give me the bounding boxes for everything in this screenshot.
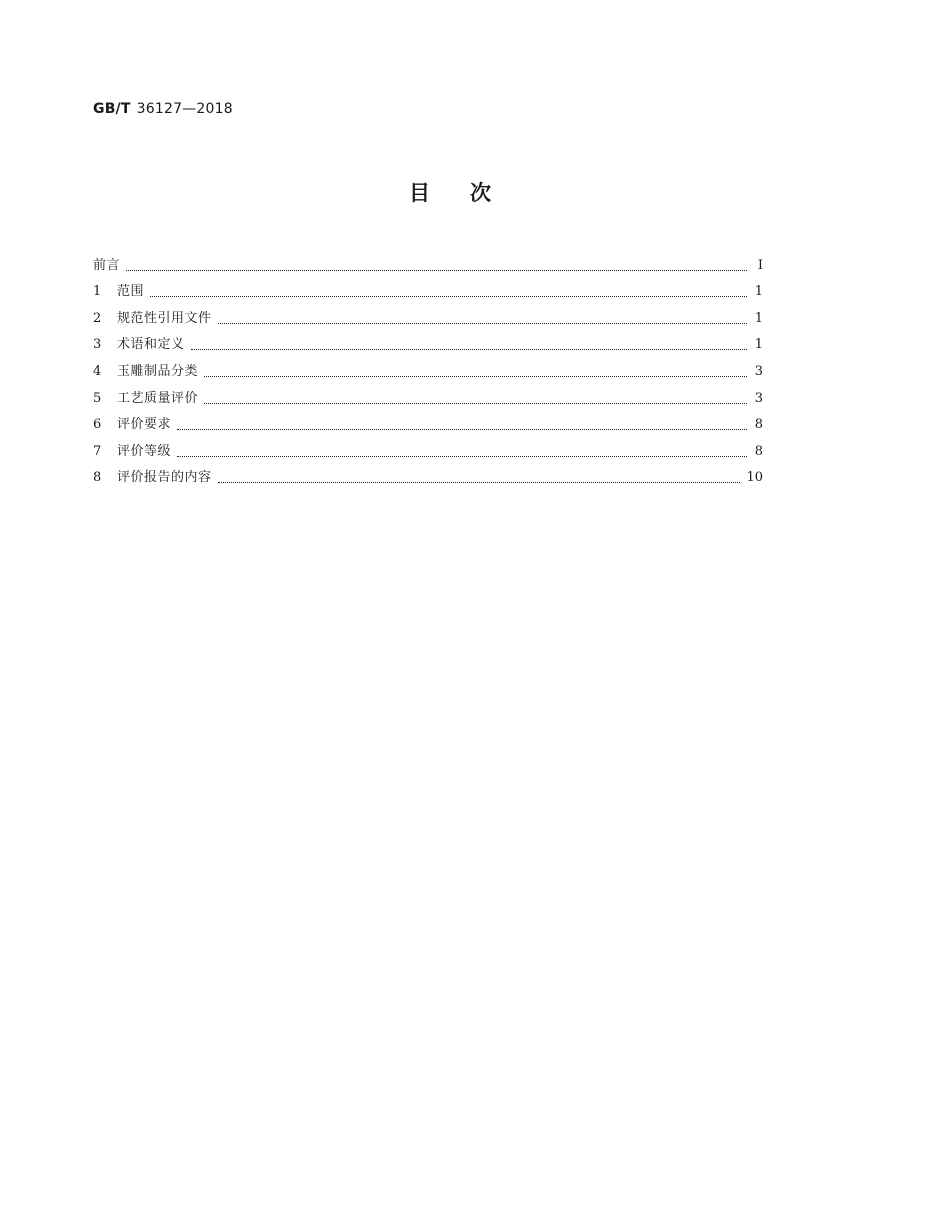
leader-dots (126, 267, 747, 271)
toc-entry-number: 1 (93, 284, 102, 300)
toc-entry-page: 3 (754, 390, 763, 406)
toc-entry-label: 工艺质量评价 (117, 390, 199, 406)
leader-dots (191, 346, 747, 350)
toc-entry-label: 范围 (117, 284, 145, 300)
toc-entry-1[interactable] (93, 274, 763, 301)
toc-entry-page: 10 (746, 470, 763, 486)
toc-entry-label: 前言 (93, 257, 121, 273)
toc-entry-page: 1 (754, 310, 763, 326)
toc-entry-4[interactable] (93, 353, 763, 380)
toc-entry-label: 评价报告的内容 (117, 470, 212, 486)
table-of-contents (93, 247, 763, 486)
toc-entry-label: 玉雕制品分类 (117, 363, 199, 379)
toc-entry-number: 7 (93, 443, 102, 459)
toc-entry-foreword[interactable] (93, 247, 763, 274)
toc-entry-number: 3 (93, 337, 102, 353)
toc-entry-number: 6 (93, 417, 102, 433)
toc-entry-8[interactable] (93, 460, 763, 487)
toc-entry-page: Ⅰ (757, 257, 763, 273)
toc-entry-label: 评价要求 (117, 417, 172, 433)
toc-entry-number: 4 (93, 363, 102, 379)
toc-entry-2[interactable] (93, 300, 763, 327)
toc-entry-6[interactable] (93, 407, 763, 434)
toc-entry-page: 8 (754, 417, 763, 433)
toc-entry-number: 2 (93, 310, 102, 326)
toc-entry-label: 评价等级 (117, 443, 172, 459)
leader-dots (177, 453, 747, 457)
standard-prefix: GB/T (93, 101, 131, 117)
toc-entry-3[interactable] (93, 327, 763, 354)
toc-entry-label: 术语和定义 (117, 337, 185, 353)
leader-dots (204, 373, 747, 377)
toc-entry-page: 1 (754, 284, 763, 300)
toc-entry-label: 规范性引用文件 (117, 310, 212, 326)
toc-entry-number: 8 (93, 470, 102, 486)
leader-dots (177, 426, 747, 430)
standard-code (93, 101, 233, 117)
toc-entry-page: 1 (754, 337, 763, 353)
toc-entry-number: 5 (93, 390, 102, 406)
leader-dots (218, 479, 741, 483)
leader-dots (204, 400, 747, 404)
toc-entry-5[interactable] (93, 380, 763, 407)
toc-entry-7[interactable] (93, 433, 763, 460)
toc-title: 目次 (409, 181, 531, 205)
toc-entry-page: 3 (754, 363, 763, 379)
leader-dots (150, 293, 747, 297)
leader-dots (218, 320, 747, 324)
toc-entry-page: 8 (754, 443, 763, 459)
standard-number: 36127—2018 (136, 101, 233, 117)
